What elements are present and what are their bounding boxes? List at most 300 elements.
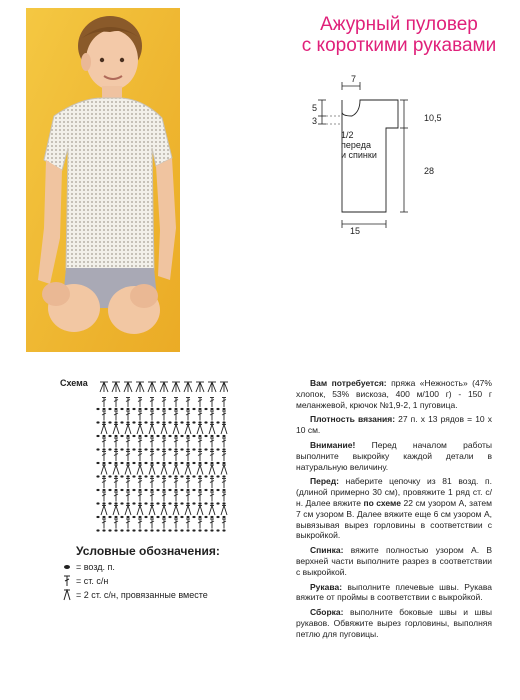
legend-dc2tog-text: = 2 ст. с/н, провязанные вместе [76, 590, 208, 600]
assembly-paragraph [296, 607, 492, 639]
chain-dot [216, 529, 219, 531]
front-paragraph [296, 476, 492, 541]
dc-stitch [222, 411, 226, 421]
legend-item-chain [62, 562, 115, 572]
dc-stitch [125, 465, 131, 475]
fan-stitch [208, 382, 216, 392]
chain-dot [192, 408, 195, 410]
dc-stitch [126, 519, 130, 529]
chain-dot [216, 421, 219, 423]
instructions-column [296, 378, 492, 644]
chain-dot [108, 529, 111, 531]
chain-dot [96, 448, 99, 450]
dc-stitch [149, 425, 155, 435]
chain-dot [168, 448, 171, 450]
dc-stitch [102, 398, 106, 408]
dc-stitch [174, 519, 178, 529]
chain-dot [120, 489, 123, 491]
scheme-label: Схема [60, 378, 88, 388]
assembly-text: выполните боковые швы и швы рукавов. Обвяжите вырез горловины, выполняя петлю для пуговицы. [296, 607, 492, 639]
dc-stitch [162, 411, 166, 421]
chain-dot [102, 516, 105, 518]
product-photo [26, 8, 180, 352]
chain-dot [180, 435, 183, 437]
legend-title: Условные обозначения: [76, 544, 220, 558]
dc-stitch [126, 398, 130, 408]
dc-stitch [126, 411, 130, 421]
dim-half-width: 15 [350, 226, 361, 236]
dc-stitch [162, 492, 166, 502]
dc-stitch [138, 438, 142, 448]
chain-dot [222, 435, 225, 437]
dc-stitch [209, 465, 215, 475]
chain-dot [120, 529, 123, 531]
chain-dot [108, 502, 111, 504]
dc-stitch [221, 425, 227, 435]
chain-dot [162, 529, 165, 531]
dc-stitch [114, 411, 118, 421]
chain-dot [126, 448, 129, 450]
dc-stitch [114, 492, 118, 502]
chain-dot [132, 462, 135, 464]
pattern-label-line-3: и спинки [341, 150, 377, 160]
chain-dot [138, 516, 141, 518]
dc-stitch [101, 425, 107, 435]
dc-stitch [185, 506, 191, 516]
dc-stitch [114, 398, 118, 408]
chain-dot [204, 435, 207, 437]
chain-dot [120, 516, 123, 518]
assembly-heading: Сборка: [310, 607, 344, 618]
dim-neck-depth-5: 5 [312, 103, 318, 113]
chain-dot [174, 408, 177, 410]
back-heading: Спинка: [310, 545, 344, 556]
chain-dot [126, 529, 129, 531]
chain-dot [120, 448, 123, 450]
chain-dot [180, 462, 183, 464]
chain-dot [102, 408, 105, 410]
chain-dot [174, 489, 177, 491]
chain-dot [192, 529, 195, 531]
chain-dot [120, 408, 123, 410]
dc-stitch [161, 506, 167, 516]
density-text: 27 п. х 13 рядов = 10 х 10 см. [296, 414, 492, 436]
chain-dot [96, 408, 99, 410]
chain-dot [144, 475, 147, 477]
chain-dot [144, 421, 147, 423]
chain-dot [162, 408, 165, 410]
dc-stitch [222, 519, 226, 529]
dc-stitch [102, 479, 106, 489]
dc-stitch [138, 479, 142, 489]
chain-dot [114, 529, 117, 531]
chain-dot [168, 489, 171, 491]
chain-dot [168, 435, 171, 437]
chain-dot [138, 529, 141, 531]
chain-dot [204, 529, 207, 531]
dc-stitch [162, 479, 166, 489]
dc-stitch [185, 465, 191, 475]
dc-stitch [198, 492, 202, 502]
chain-dot [222, 448, 225, 450]
chain-dot [192, 489, 195, 491]
chain-dot [96, 516, 99, 518]
chain-dot [144, 408, 147, 410]
title-line-2: с короткими рукавами [301, 35, 497, 56]
dc-stitch [173, 425, 179, 435]
chain-dot [138, 489, 141, 491]
dc-stitch [222, 492, 226, 502]
chain-dot [204, 408, 207, 410]
dc-stitch [209, 425, 215, 435]
chain-dot [138, 475, 141, 477]
chain-dot [144, 448, 147, 450]
dc-stitch [222, 438, 226, 448]
dc-stitch [149, 506, 155, 516]
chain-dot [96, 475, 99, 477]
dc-stitch [186, 479, 190, 489]
chain-dot [198, 516, 201, 518]
dc-stitch [138, 452, 142, 462]
materials-heading: Вам потребуется: [310, 378, 387, 388]
chain-dot [180, 502, 183, 504]
chain-dot [168, 529, 171, 531]
chain-dot [216, 435, 219, 437]
dc2tog-icon [62, 589, 72, 601]
dc-stitch [197, 506, 203, 516]
chain-dot [96, 421, 99, 423]
chain-dot [162, 475, 165, 477]
chain-dot [174, 516, 177, 518]
chain-dot [156, 435, 159, 437]
dc-stitch [174, 398, 178, 408]
chain-dot [108, 516, 111, 518]
chain-dot [132, 448, 135, 450]
chain-dot [150, 489, 153, 491]
chain-dot [156, 529, 159, 531]
chain-dot [156, 421, 159, 423]
dc-stitch [186, 438, 190, 448]
legend-chain-text: = возд. п. [76, 562, 115, 572]
chain-dot [132, 502, 135, 504]
fan-stitch [100, 382, 108, 392]
chain-dot [180, 475, 183, 477]
chain-dot [96, 435, 99, 437]
chain-dot [102, 435, 105, 437]
chain-dot [198, 435, 201, 437]
chain-dot [114, 516, 117, 518]
chain-dot [126, 489, 129, 491]
chain-dot [168, 408, 171, 410]
dc-stitch [210, 438, 214, 448]
chain-dot [180, 421, 183, 423]
chain-dot [132, 489, 135, 491]
chain-dot [192, 448, 195, 450]
chain-dot [180, 516, 183, 518]
chain-dot [186, 475, 189, 477]
chain-dot [174, 529, 177, 531]
chain-dot [132, 408, 135, 410]
dc-stitch [162, 398, 166, 408]
front-text-1: наберите цепочку из 81 возд. п. (длиной примерно 30 см), провяжите 1 ряд ст. с/н. Далее вяжите [296, 476, 492, 508]
chain-dot [210, 475, 213, 477]
chain-dot [126, 435, 129, 437]
pattern-label-line-1: 1/2 [341, 130, 354, 140]
dc-stitch [221, 506, 227, 516]
dc-stitch [210, 411, 214, 421]
dc-stitch [198, 479, 202, 489]
fan-stitch [220, 382, 228, 392]
chain-dot [126, 408, 129, 410]
dc-stitch [126, 452, 130, 462]
chain-dot [198, 489, 201, 491]
chain-dot [108, 462, 111, 464]
chain-dot [180, 448, 183, 450]
chain-dot [192, 435, 195, 437]
dc-stitch [198, 438, 202, 448]
dc-stitch [197, 465, 203, 475]
chain-dot [150, 529, 153, 531]
chain-dot [192, 421, 195, 423]
chain-dot [120, 462, 123, 464]
sleeves-text: выполните плечевые швы. Рукава вяжите от проймы в соответствии с выкройкой. [296, 581, 492, 603]
chain-dot [108, 435, 111, 437]
materials-text: пряжа «Нежность» (47% хлопок, 53% вискоза, 400 м/100 г) - 150 г меланжевой, крючок №1,9-2, 1 пуговица. [296, 378, 492, 410]
chain-dot [192, 475, 195, 477]
chain-dot [186, 489, 189, 491]
chain-dot [204, 421, 207, 423]
chain-dot [216, 489, 219, 491]
legend-item-dc2tog [62, 589, 208, 601]
chain-dot [120, 475, 123, 477]
dc-stitch [138, 411, 142, 421]
chain-dot [168, 462, 171, 464]
chain-dot [132, 475, 135, 477]
dc-stitch [149, 465, 155, 475]
chain-dot [168, 516, 171, 518]
dc-stitch [198, 398, 202, 408]
chain-dot [114, 408, 117, 410]
dc-stitch [125, 506, 131, 516]
dc-stitch [222, 398, 226, 408]
dim-sleeve: 10,5 [424, 113, 442, 123]
chain-dot [216, 502, 219, 504]
chain-dot [150, 408, 153, 410]
dc-stitch [186, 411, 190, 421]
chain-dot [144, 462, 147, 464]
dim-neck-depth-3: 3 [312, 116, 318, 126]
chain-dot [156, 448, 159, 450]
dc-stitch [186, 492, 190, 502]
dc-stitch [138, 492, 142, 502]
fan-stitch [124, 382, 132, 392]
dc-stitch [222, 452, 226, 462]
dc-stitch [102, 411, 106, 421]
dc-stitch [174, 452, 178, 462]
dc-stitch [186, 452, 190, 462]
chain-stitch-icon [62, 562, 72, 572]
chain-dot [108, 448, 111, 450]
chain-dot [186, 516, 189, 518]
front-text-2: 22 см узором А, затем 7 см узором В. Далее вяжите еще 6 см узором А, вывязывая вырез горловины в соответствии с выкройкой. [296, 497, 492, 541]
chain-dot [108, 475, 111, 477]
dc-stitch [150, 411, 154, 421]
dim-body-length: 28 [424, 166, 435, 176]
chain-dot [204, 502, 207, 504]
chain-dot [222, 408, 225, 410]
chain-dot [186, 435, 189, 437]
dc-stitch [150, 479, 154, 489]
fan-stitch [184, 382, 192, 392]
fan-stitch [136, 382, 144, 392]
chain-dot [210, 489, 213, 491]
chain-dot [186, 408, 189, 410]
fan-stitch [148, 382, 156, 392]
dc-stitch [113, 506, 119, 516]
chain-dot [180, 489, 183, 491]
chain-dot [180, 408, 183, 410]
dc-stitch [150, 438, 154, 448]
chain-dot [138, 448, 141, 450]
chain-dot [156, 502, 159, 504]
back-text: вяжите полностью узором А. В верхней части выполните разрез в соответствии с выкройкой. [296, 545, 492, 577]
chain-dot [216, 516, 219, 518]
chain-dot [210, 448, 213, 450]
dc-stitch [221, 465, 227, 475]
chain-dot [126, 516, 129, 518]
chain-dot [216, 408, 219, 410]
chain-dot [204, 448, 207, 450]
sleeves-paragraph [296, 582, 492, 604]
chain-dot [174, 448, 177, 450]
dc-stitch [174, 411, 178, 421]
chain-dot [156, 462, 159, 464]
dc-stitch [185, 425, 191, 435]
front-heading: Перед: [310, 476, 339, 487]
chain-dot [174, 475, 177, 477]
dc-stitch [126, 438, 130, 448]
chain-dot [186, 448, 189, 450]
chain-dot [210, 516, 213, 518]
chain-dot [102, 489, 105, 491]
dc-stitch [150, 452, 154, 462]
dc-stitch [138, 398, 142, 408]
chain-dot [96, 529, 99, 531]
chain-dot [162, 489, 165, 491]
chain-dot [222, 529, 225, 531]
attention-text: Перед началом работы выполните выкройку каждой детали в натуральную величину. [296, 439, 492, 472]
dc-stitch [162, 452, 166, 462]
fan-stitch [172, 382, 180, 392]
fan-stitch [196, 382, 204, 392]
chain-dot [156, 475, 159, 477]
dc-stitch [210, 452, 214, 462]
chain-dot [114, 489, 117, 491]
chain-dot [144, 489, 147, 491]
chain-dot [204, 462, 207, 464]
dc-stitch [209, 506, 215, 516]
dc-stitch [137, 465, 143, 475]
chain-dot [132, 421, 135, 423]
dc-stitch [174, 438, 178, 448]
chain-dot [222, 475, 225, 477]
chain-dot [168, 502, 171, 504]
chain-dot [108, 489, 111, 491]
dc-stitch [174, 479, 178, 489]
chain-dot [132, 435, 135, 437]
dc-stitch [114, 479, 118, 489]
chain-dot [198, 475, 201, 477]
dc-stitch [198, 519, 202, 529]
dc-stitch [210, 479, 214, 489]
dc-stitch [114, 519, 118, 529]
chain-dot [144, 516, 147, 518]
chain-dot [198, 448, 201, 450]
title-line-1: Ажурный пуловер [320, 14, 478, 35]
chain-dot [204, 489, 207, 491]
dc-stitch [210, 492, 214, 502]
dc-stitch [126, 492, 130, 502]
dc-stitch [102, 492, 106, 502]
dc-stitch [162, 519, 166, 529]
dc-stitch [138, 519, 142, 529]
chain-dot [168, 421, 171, 423]
dc-stitch [186, 519, 190, 529]
chain-dot [192, 462, 195, 464]
chain-dot [210, 408, 213, 410]
dc-stitch [174, 492, 178, 502]
dc-stitch [186, 398, 190, 408]
chain-dot [162, 448, 165, 450]
chain-dot [120, 502, 123, 504]
chain-dot [198, 529, 201, 531]
chain-dot [144, 502, 147, 504]
chain-dot [120, 435, 123, 437]
chain-dot [150, 435, 153, 437]
dc-stitch [137, 506, 143, 516]
chain-dot [126, 475, 129, 477]
dc-stitch [150, 519, 154, 529]
child-in-sweater-image [26, 8, 180, 352]
fan-stitch [160, 382, 168, 392]
legend-dc-text: = ст. с/н [76, 576, 109, 586]
chain-dot [138, 408, 141, 410]
dc-stitch [137, 425, 143, 435]
dc-stitch [126, 479, 130, 489]
dc-stitch [173, 506, 179, 516]
chain-dot [150, 475, 153, 477]
back-paragraph [296, 545, 492, 577]
crochet-chart [96, 378, 228, 532]
chain-dot [138, 435, 141, 437]
chain-dot [108, 408, 111, 410]
chain-dot [114, 475, 117, 477]
dc-stitch [161, 425, 167, 435]
dc-stitch [198, 411, 202, 421]
chain-dot [144, 529, 147, 531]
chain-dot [156, 516, 159, 518]
chain-dot [132, 529, 135, 531]
chain-dot [96, 489, 99, 491]
dc-stitch [210, 519, 214, 529]
dc-stitch [222, 479, 226, 489]
double-crochet-icon [62, 575, 72, 587]
chain-dot [156, 408, 159, 410]
chain-dot [186, 529, 189, 531]
chain-dot [132, 516, 135, 518]
dc-stitch [161, 465, 167, 475]
dc-stitch [113, 465, 119, 475]
